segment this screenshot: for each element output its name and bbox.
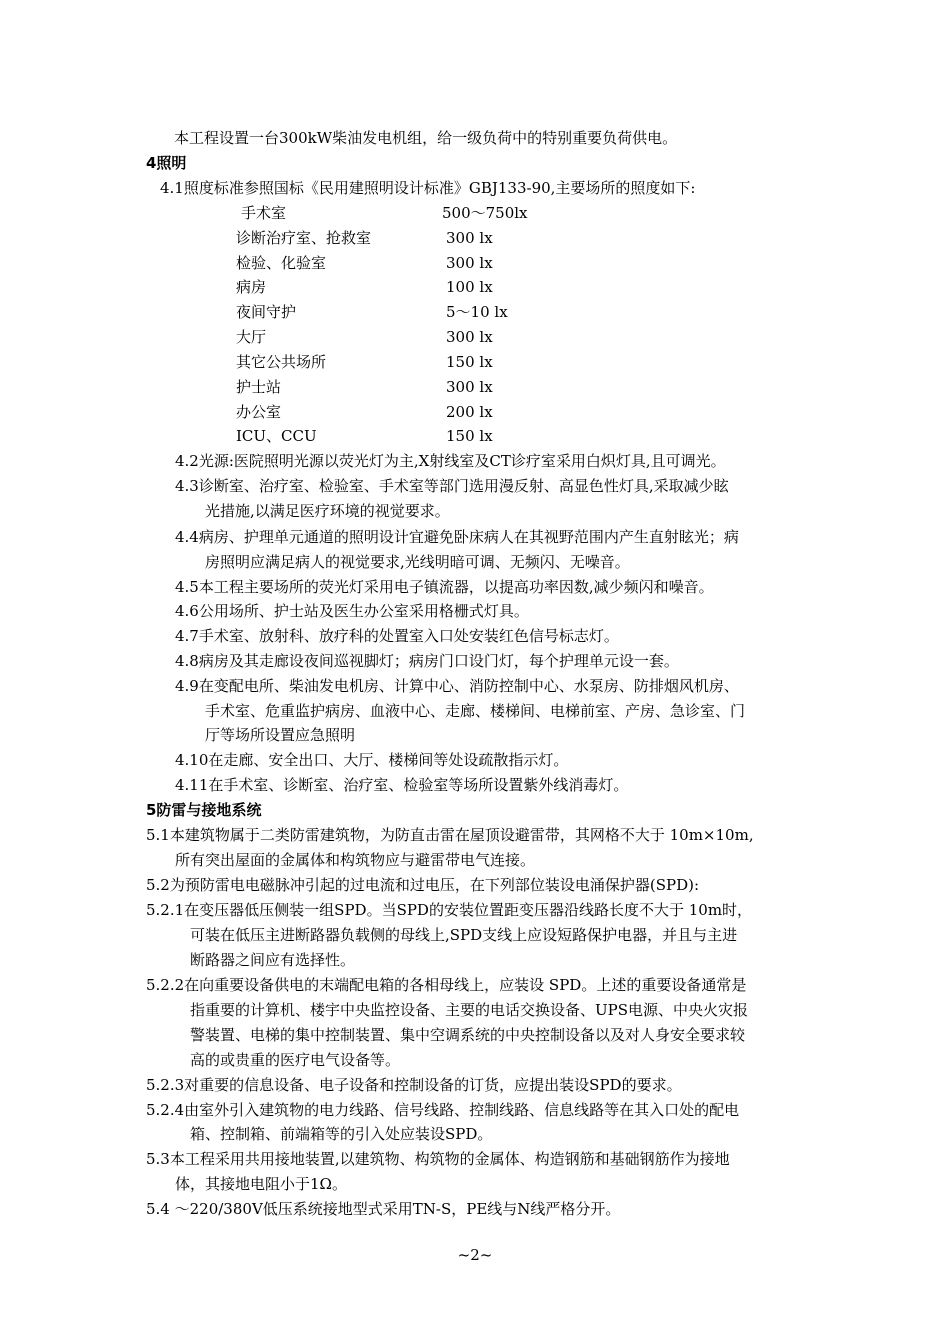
para-4-11: 4.11在手术室、诊断室、治疗室、检验室等场所设置紫外线消毒灯。 xyxy=(175,776,629,794)
para-4-9-cont: 手术室、危重监护病房、血液中心、走廊、楼梯间、电梯前室、产房、急诊室、门 xyxy=(205,702,746,720)
para-5-1-cont: 所有突出屋面的金属体和构筑物应与避雷带电气连接。 xyxy=(175,851,536,869)
table-row-value: 300 lx xyxy=(446,229,493,247)
para-5-2-3: 5.2.3对重要的信息设备、电子设备和控制设备的订货，应提出装设SPD的要求。 xyxy=(146,1076,682,1094)
table-row-label: ICU、CCU xyxy=(236,427,317,445)
table-row-value: 150 lx xyxy=(446,353,493,371)
para-5-2: 5.2为预防雷电电磁脉冲引起的过电流和过电压，在下列部位装设电涌保护器(SPD): xyxy=(146,876,700,894)
table-row-label: 病房 xyxy=(236,278,267,296)
para-4-8: 4.8病房及其走廊设夜间巡视脚灯；病房门口设门灯，每个护理单元设一套。 xyxy=(175,652,679,670)
para-4-3-cont: 光措施,以满足医疗环境的视觉要求。 xyxy=(205,502,450,520)
para-5-2-1: 5.2.1在变压器低压侧装一组SPD。当SPD的安装位置距变压器沿线路长度不大于 10m时， xyxy=(146,901,753,919)
para-4-9-cont: 厅等场所设置应急照明 xyxy=(205,726,356,744)
table-row-label: 检验、化验室 xyxy=(236,254,327,272)
table-row-value: 150 lx xyxy=(446,427,493,445)
table-row-value: 200 lx xyxy=(446,403,493,421)
para-4-2: 4.2光源:医院照明光源以荧光灯为主,X射线室及CT诊疗室采用白炽灯具,且可调光。 xyxy=(175,452,726,470)
para-5-2-4-cont: 箱、控制箱、前端箱等的引入处应装设SPD。 xyxy=(190,1125,493,1143)
table-row-label: 手术室 xyxy=(241,204,287,222)
table-row-value: 300 lx xyxy=(446,378,493,396)
table-row-value: 500～750lx xyxy=(442,204,528,222)
para-5-2-2: 5.2.2在向重要设备供电的末端配电箱的各相母线上，应装设 SPD。上述的重要设备通常是 xyxy=(146,976,747,994)
para-5-3: 5.3本工程采用共用接地装置,以建筑物、构筑物的金属体、构造钢筋和基础钢筋作为接地 xyxy=(146,1150,730,1168)
section-5-heading: 5防雷与接地系统 xyxy=(146,801,262,819)
para-5-4: 5.4 ～220/380V低压系统接地型式采用TN-S，PE线与N线严格分开。 xyxy=(146,1200,621,1218)
para-5-2-4: 5.2.4由室外引入建筑物的电力线路、信号线路、控制线路、信息线路等在其入口处的配电 xyxy=(146,1101,740,1119)
intro-paragraph: 本工程设置一台300kW柴油发电机组，给一级负荷中的特别重要负荷供电。 xyxy=(174,129,678,147)
table-row-value: 300 lx xyxy=(446,328,493,346)
para-5-2-1-cont: 可装在低压主进断路器负载侧的母线上,SPD支线上应设短路保护电器，并且与主进 xyxy=(190,926,738,944)
para-4-4-cont: 房照明应满足病人的视觉要求,光线明暗可调、无频闪、无噪音。 xyxy=(205,553,630,571)
para-4-4: 4.4病房、护理单元通道的照明设计宜避免卧床病人在其视野范围内产生直射眩光；病 xyxy=(175,528,739,546)
para-5-2-2-cont: 指重要的计算机、楼宇中央监控设备、主要的电话交换设备、UPS电源、中央火灾报 xyxy=(190,1001,749,1019)
section-4-heading: 4照明 xyxy=(146,154,187,172)
para-4-7: 4.7手术室、放射科、放疗科的处置室入口处安装红色信号标志灯。 xyxy=(175,627,619,645)
para-5-1: 5.1本建筑物属于二类防雷建筑物，为防直击雷在屋顶设避雷带，其网格不大于 10m×10m, xyxy=(146,826,754,844)
para-4-6: 4.6公用场所、护士站及医生办公室采用格栅式灯具。 xyxy=(175,602,529,620)
table-row-label: 办公室 xyxy=(236,403,282,421)
table-row-value: 5～10 lx xyxy=(446,303,508,321)
para-4-9: 4.9在变配电所、柴油发电机房、计算中心、消防控制中心、水泵房、防排烟风机房、 xyxy=(175,677,739,695)
page-number: ~2~ xyxy=(457,1246,493,1264)
para-4-10: 4.10在走廊、安全出口、大厅、楼梯间等处设疏散指示灯。 xyxy=(175,751,569,769)
table-row-label: 夜间守护 xyxy=(236,303,297,321)
table-row-value: 100 lx xyxy=(446,278,493,296)
para-5-2-2-cont: 警装置、电梯的集中控制装置、集中空调系统的中央控制设备以及对人身安全要求较 xyxy=(190,1026,746,1044)
table-row-label: 其它公共场所 xyxy=(236,353,327,371)
table-row-value: 300 lx xyxy=(446,254,493,272)
para-5-2-1-cont: 断路器之间应有选择性。 xyxy=(190,951,356,969)
table-row-label: 大厅 xyxy=(236,328,267,346)
para-5-3-cont: 体，其接地电阻小于1Ω。 xyxy=(175,1175,347,1193)
table-row-label: 护士站 xyxy=(236,378,282,396)
para-4-3: 4.3诊断室、治疗室、检验室、手术室等部门选用漫反射、高显色性灯具,采取减少眩 xyxy=(175,477,729,495)
para-4-5: 4.5本工程主要场所的荧光灯采用电子镇流器，以提高功率因数,减少频闪和噪音。 xyxy=(175,578,714,596)
para-5-2-2-cont: 高的或贵重的医疗电气设备等。 xyxy=(190,1051,401,1069)
para-4-1: 4.1照度标准参照国标《民用建照明设计标准》GBJ133-90,主要场所的照度如下: xyxy=(160,179,696,197)
table-row-label: 诊断治疗室、抢救室 xyxy=(236,229,372,247)
